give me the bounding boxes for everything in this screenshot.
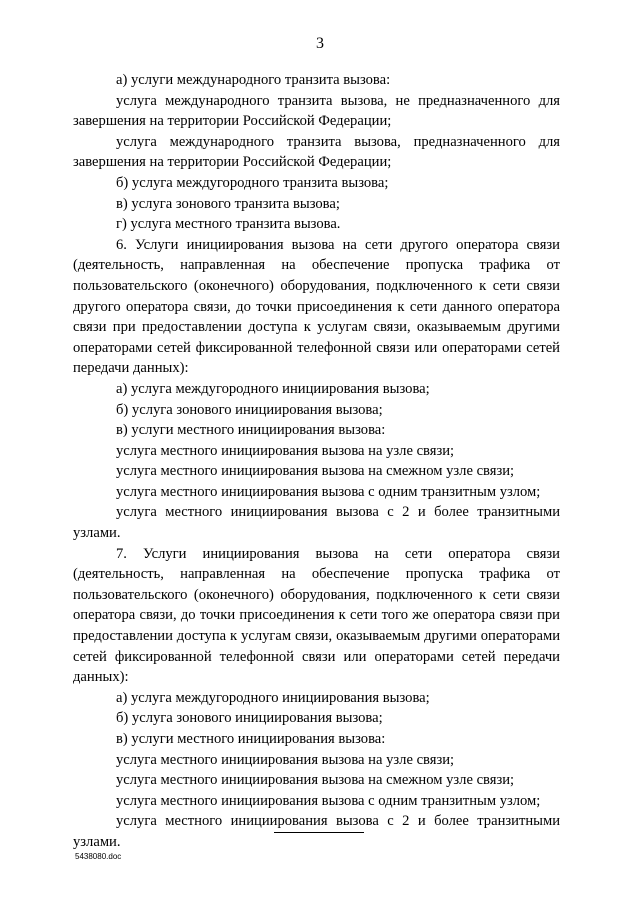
paragraph: услуга местного инициирования вызова на смежном узле связи; — [116, 772, 515, 789]
paragraph: б) услуга зонового инициирования вызова; — [116, 710, 383, 727]
section-6-paragraph: 6. Услуги инициирования вызова на сети другого оператора связи (деятельность, направленная на обеспечение пропуска трафика от пользовательского (оконечного) оборудования, подключенного к сети связи другого оператора связи, до точки присоединения к сети данного оператора связи при предоставлении доступа к услугам связи, оказываемым другими операторами сетей фиксированной телефонной связи или операторами сетей передачи данных): — [73, 236, 560, 377]
paragraph: в) услуги местного инициирования вызова: — [116, 731, 386, 747]
paragraph: услуга международного транзита вызова, не предназначенного для завершения на территории Российской Федерации; — [73, 92, 560, 130]
paragraph: услуга местного инициирования вызова с 2 и более транзитными узлами. — [73, 504, 560, 542]
paragraph: б) услуга междугородного транзита вызова; — [116, 174, 389, 191]
paragraph: услуга местного инициирования вызова с 2 и более транзитными узлами. — [73, 813, 560, 850]
paragraph: услуга международного транзита вызова, предназначенного для завершения на территории Российской Федерации; — [73, 133, 560, 171]
paragraph: а) услуги международного транзита вызова: — [116, 72, 391, 88]
paragraph: услуга местного инициирования вызова на смежном узле связи; — [116, 463, 515, 480]
section-7-paragraph: 7. Услуги инициирования вызова на сети оператора связи (деятельность, направленная на обеспечение пропуска трафика от пользовательского (оконечного) оборудования, подключенного к сети связи оператора связи, до точки присоединения к сети того же оператора связи при предоставлении доступа к услугам связи, оказываемым другими операторами сетей фиксированной телефонной связи или операторами сетей передачи данных): — [73, 545, 560, 686]
footer-filename: 5438080.doc — [75, 852, 122, 861]
paragraph: услуга местного инициирования вызова на узле связи; — [116, 442, 455, 459]
paragraph: б) услуга зонового инициирования вызова; — [116, 401, 383, 418]
paragraph: а) услуга междугородного инициирования вызова; — [116, 380, 430, 397]
paragraph: услуга местного инициирования вызова с одним транзитным узлом; — [116, 792, 541, 809]
paragraph: услуга местного инициирования вызова на узле связи; — [116, 751, 455, 768]
paragraph: а) услуга междугородного инициирования вызова; — [116, 689, 430, 706]
document-body — [73, 70, 560, 853]
paragraph: г) услуга местного транзита вызова. — [116, 216, 341, 233]
page-number: 3 — [316, 35, 324, 52]
paragraph: услуга местного инициирования вызова с одним транзитным узлом; — [116, 483, 541, 500]
closing-divider — [274, 832, 364, 833]
paragraph: в) услуга зонового транзита вызова; — [116, 195, 340, 212]
paragraph: в) услуги местного инициирования вызова: — [116, 422, 386, 439]
